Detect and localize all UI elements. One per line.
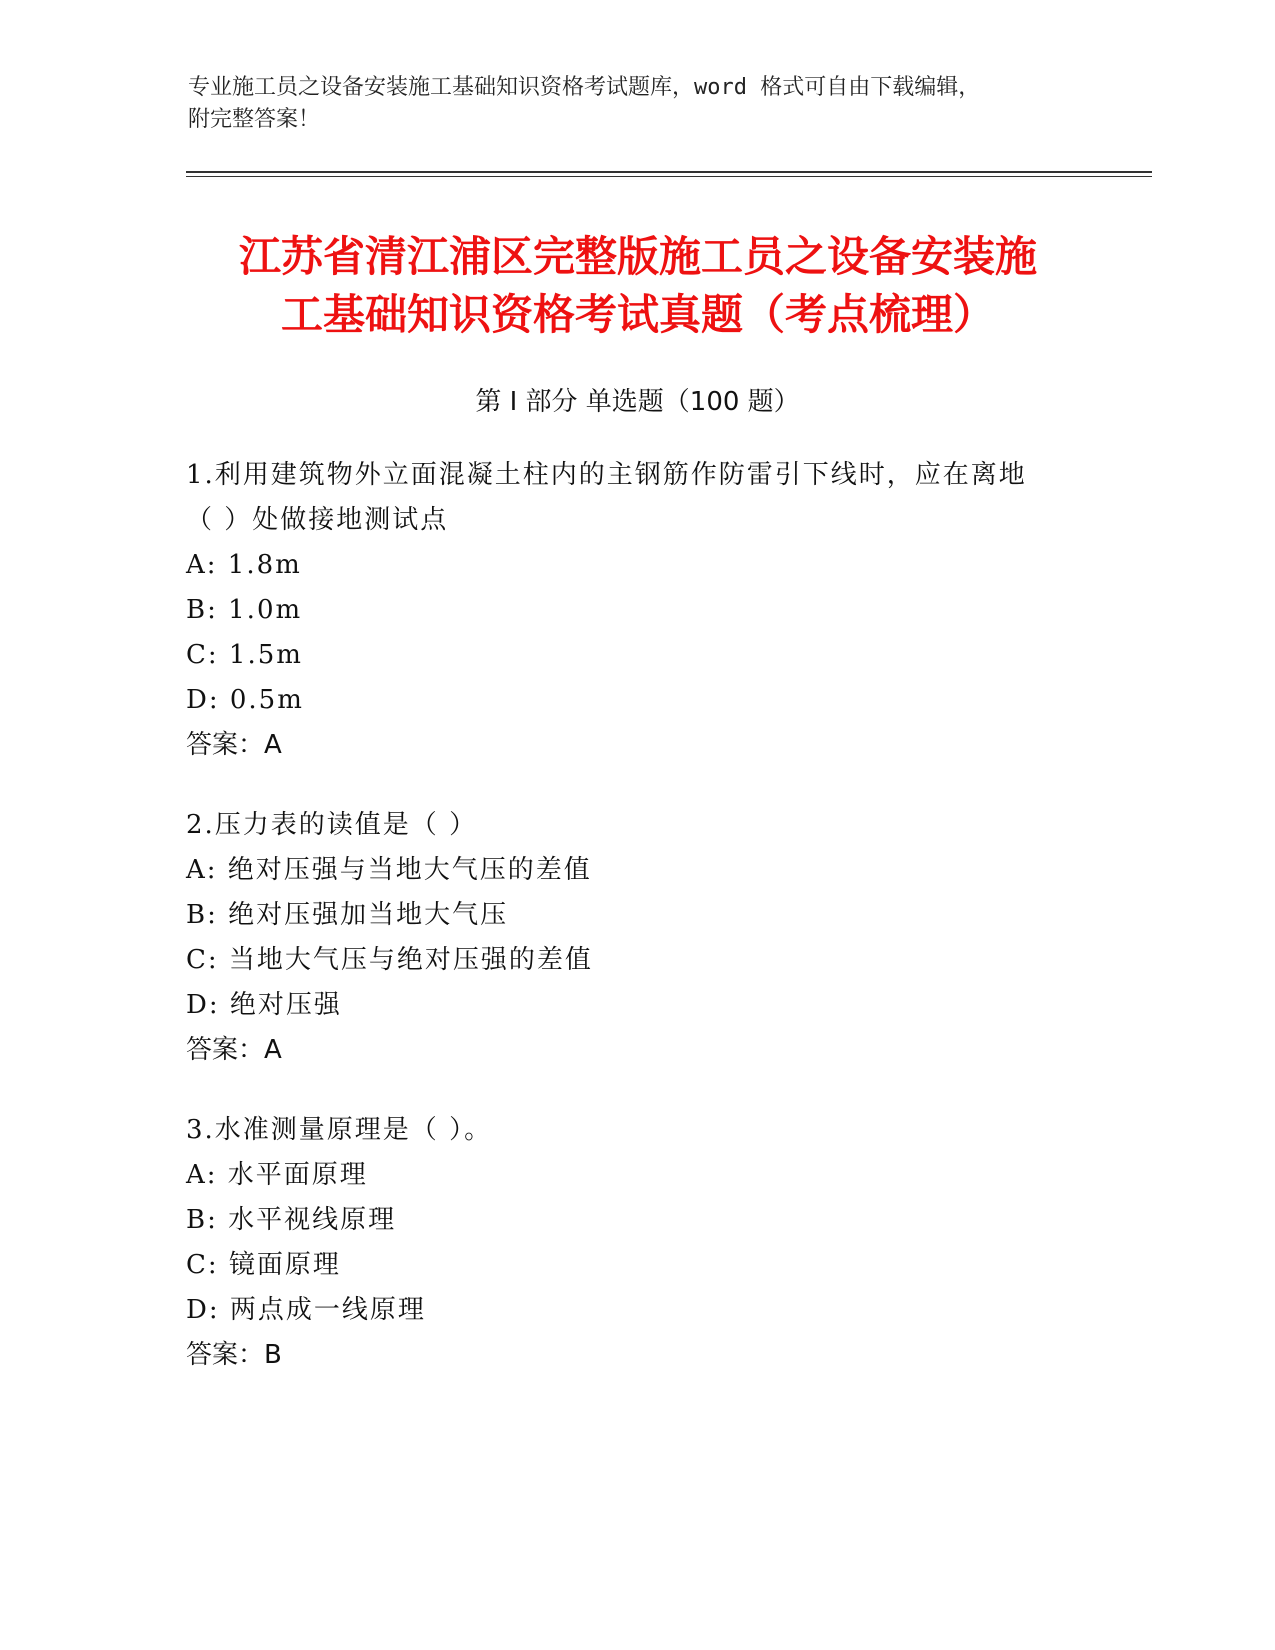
answer: 答案：A: [186, 730, 282, 760]
option-c: C: 镜面原理: [186, 1250, 341, 1280]
title-line-2: 工基础知识资格考试真题（考点梳理）: [280, 290, 995, 339]
option-b: B: 1.0m: [186, 595, 303, 625]
header-note-line-2: 附完整答案！: [188, 107, 321, 132]
answer: 答案：B: [186, 1340, 282, 1370]
question-2: [186, 803, 1066, 1073]
question-stem-line-1: 2.压力表的读值是（ ）: [186, 810, 478, 840]
option-d: D: 绝对压强: [186, 990, 342, 1020]
option-c: C: 当地大气压与绝对压强的差值: [186, 945, 593, 975]
title-line-1: 江苏省清江浦区完整版施工员之设备安装施: [238, 232, 1037, 281]
header-rule-top: [186, 171, 1152, 173]
question-1: [186, 453, 1066, 768]
option-d: D: 两点成一线原理: [186, 1295, 426, 1325]
option-a: A: 1.8m: [186, 550, 302, 580]
header-rule-bottom: [186, 176, 1152, 177]
question-3: [186, 1108, 1066, 1378]
header-note-line-1: 专业施工员之设备安装施工基础知识资格考试题库，word 格式可自由下载编辑，: [188, 75, 981, 100]
option-a: A: 绝对压强与当地大气压的差值: [186, 855, 592, 885]
section-heading: 第 I 部分 单选题（100 题）: [475, 387, 800, 417]
option-a: A: 水平面原理: [186, 1160, 368, 1190]
question-stem-line-1: 3.水准测量原理是（ ）。: [186, 1115, 493, 1145]
question-stem-line-2: （ ）处做接地测试点: [186, 505, 449, 535]
header-note: [188, 72, 1068, 136]
document-title: [150, 228, 1126, 344]
option-c: C: 1.5m: [186, 640, 303, 670]
option-b: B: 水平视线原理: [186, 1205, 397, 1235]
answer: 答案：A: [186, 1035, 282, 1065]
question-stem-line-1: 1.利用建筑物外立面混凝土柱内的主钢筋作防雷引下线时，应在离地: [186, 460, 1027, 490]
option-d: D: 0.5m: [186, 685, 304, 715]
option-b: B: 绝对压强加当地大气压: [186, 900, 509, 930]
